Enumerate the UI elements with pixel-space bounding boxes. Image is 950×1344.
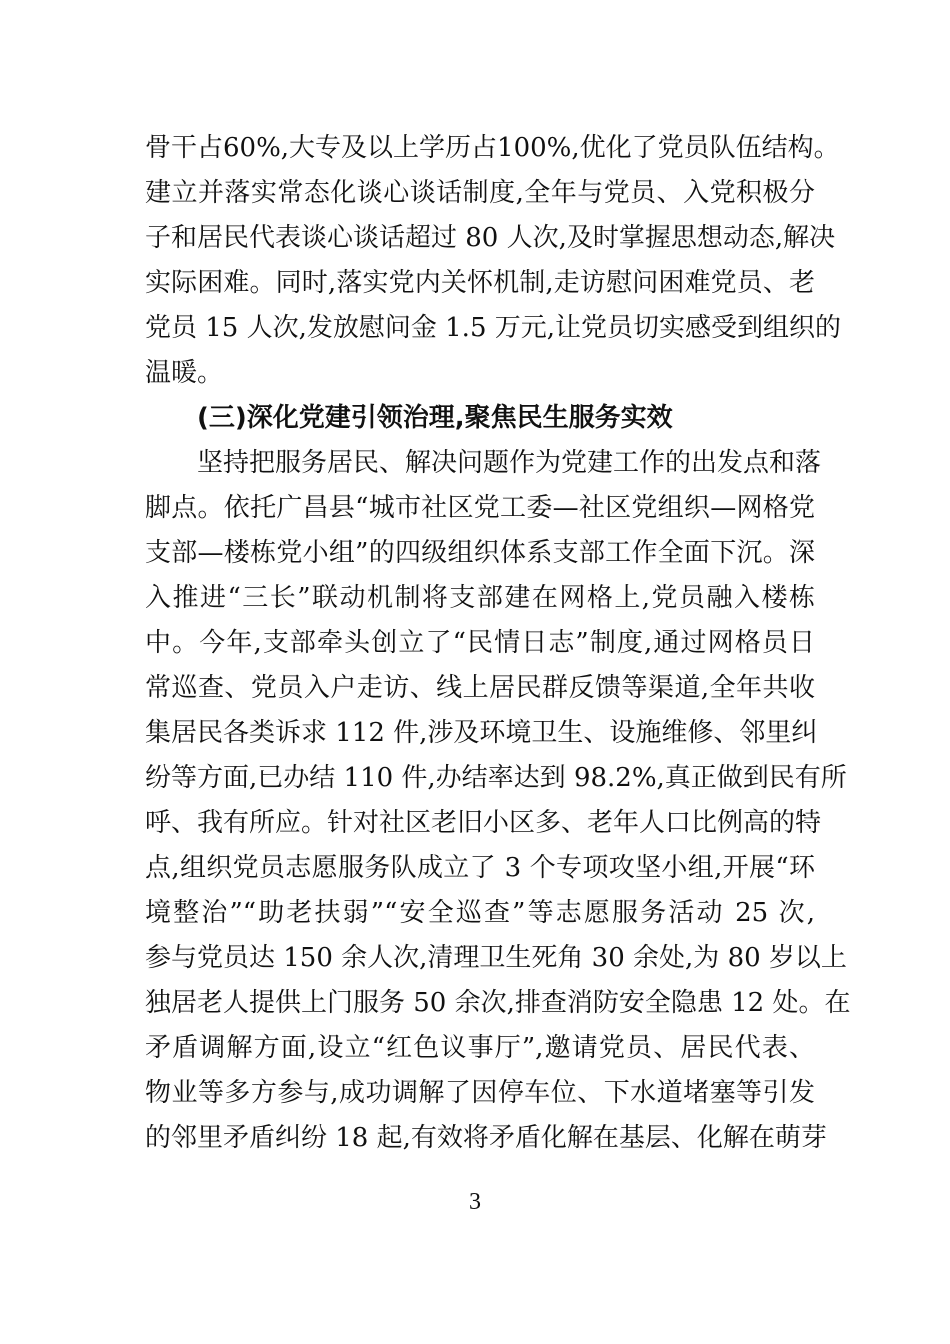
paragraph2-line-15: 物业等多方参与,成功调解了因停车位、下水道堵塞等引发 [145,1078,815,1108]
page-number: 3 [469,1189,481,1215]
section-heading: (三)深化党建引领治理,聚焦民生服务实效 [197,403,673,433]
paragraph2-line-5: 中。今年,支部牵头创立了“民情日志”制度,通过网格员日 [145,628,815,658]
paragraph1-line-2: 建立并落实常态化谈心谈话制度,全年与党员、入党积极分 [145,178,815,208]
paragraph2-line-9: 呼、我有所应。针对社区老旧小区多、老年人口比例高的特 [145,808,822,838]
paragraph2-line-13: 独居老人提供上门服务 50 余次,排查消防安全隐患 12 处。在 [145,988,851,1018]
paragraph2-line-11: 境整治”“助老扶弱”“安全巡查”等志愿服务活动 25 次, [145,898,815,928]
paragraph2-line-3: 支部—楼栋党小组”的四级组织体系支部工作全面下沉。深 [145,538,815,568]
paragraph2-line-7: 集居民各类诉求 112 件,涉及环境卫生、设施维修、邻里纠 [145,718,818,748]
paragraph2-line-14: 矛盾调解方面,设立“红色议事厅”,邀请党员、居民代表、 [145,1033,815,1063]
paragraph2-line-10: 点,组织党员志愿服务队成立了 3 个专项攻坚小组,开展“环 [145,853,815,883]
paragraph2-line-6: 常巡查、党员入户走访、线上居民群反馈等渠道,全年共收 [145,673,815,703]
paragraph2-line-12: 参与党员达 150 余人次,清理卫生死角 30 余处,为 80 岁以上 [145,943,847,973]
paragraph1-line-4: 实际困难。同时,落实党内关怀机制,走访慰问困难党员、老 [145,268,815,298]
paragraph1-line-1: 骨干占60%,大专及以上学历占100%,优化了党员队伍结构。 [145,133,840,163]
paragraph2-line-2: 脚点。依托广昌县“城市社区党工委—社区党组织—网格党 [145,493,815,523]
paragraph1-line-5: 党员 15 人次,发放慰问金 1.5 万元,让党员切实感受到组织的 [145,313,842,343]
paragraph2-line-1: 坚持把服务居民、解决问题作为党建工作的出发点和落 [197,448,822,478]
paragraph1-line-6: 温暖。 [145,358,224,388]
paragraph2-line-4: 入推进“三长”联动机制将支部建在网格上,党员融入楼栋 [145,583,815,613]
paragraph2-line-16: 的邻里矛盾纠纷 18 起,有效将矛盾化解在基层、化解在萌芽 [145,1123,827,1153]
paragraph1-line-3: 子和居民代表谈心谈话超过 80 人次,及时掌握思想动态,解决 [145,223,836,253]
paragraph2-line-8: 纷等方面,已办结 110 件,办结率达到 98.2%,真正做到民有所 [145,763,847,793]
